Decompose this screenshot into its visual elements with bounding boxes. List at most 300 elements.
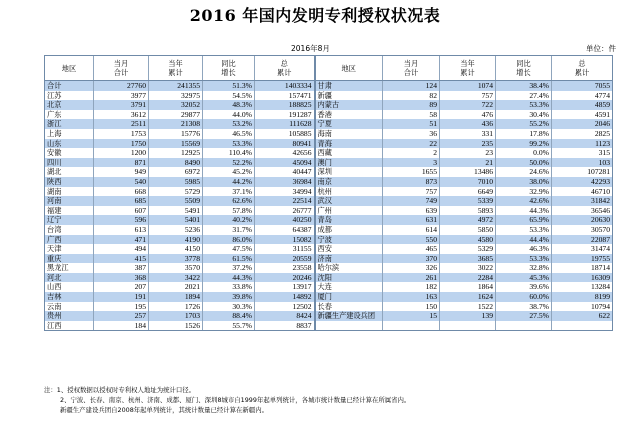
- total-cell: 188825: [255, 100, 315, 110]
- month-cell: 757: [383, 187, 440, 197]
- region-cell: 天津: [45, 244, 94, 254]
- table-row: [45, 206, 613, 216]
- header-region-left: 地区: [45, 56, 94, 81]
- total-cell: 12502: [255, 302, 315, 312]
- region-cell: 宁波: [315, 235, 383, 245]
- region-cell: 合计: [45, 81, 94, 91]
- header-month-left: 当月 合计: [94, 56, 149, 81]
- table-row: [45, 244, 613, 254]
- month-cell: 668: [94, 187, 149, 197]
- total-cell: 31842: [552, 196, 613, 206]
- ytd-cell: 7010: [440, 177, 496, 187]
- month-cell: 607: [94, 206, 149, 216]
- region-cell: 贵州: [45, 311, 94, 321]
- growth-cell: 53.2%: [203, 119, 255, 129]
- region-cell: 青海: [315, 139, 383, 149]
- month-cell: 27760: [94, 81, 149, 91]
- month-cell: 3791: [94, 100, 149, 110]
- region-cell: 江苏: [45, 91, 94, 101]
- region-cell: 海南: [315, 129, 383, 139]
- month-cell: 36: [383, 129, 440, 139]
- growth-cell: 17.8%: [496, 129, 552, 139]
- total-cell: 105885: [255, 129, 315, 139]
- total-cell: 14892: [255, 292, 315, 302]
- region-cell: 杭州: [315, 187, 383, 197]
- region-cell: 黑龙江: [45, 263, 94, 273]
- growth-cell: 110.4%: [203, 148, 255, 158]
- total-cell: 40250: [255, 215, 315, 225]
- growth-cell: 44.3%: [203, 273, 255, 283]
- total-cell: 4774: [552, 91, 613, 101]
- region-cell: 济南: [315, 254, 383, 264]
- growth-cell: 38.4%: [496, 81, 552, 91]
- total-cell: 107281: [552, 167, 613, 177]
- growth-cell: 61.5%: [203, 254, 255, 264]
- ytd-cell: 5329: [440, 244, 496, 254]
- month-cell: 550: [383, 235, 440, 245]
- growth-cell: 47.5%: [203, 244, 255, 254]
- growth-cell: 45.2%: [203, 167, 255, 177]
- month-cell: 207: [94, 282, 149, 292]
- growth-cell: 32.8%: [496, 263, 552, 273]
- region-cell: 厦门: [315, 292, 383, 302]
- header-growth-right: 同比 增长: [496, 56, 552, 81]
- growth-cell: [496, 321, 552, 331]
- growth-cell: 50.0%: [496, 158, 552, 168]
- header-growth-left: 同比 增长: [203, 56, 255, 81]
- growth-cell: 39.6%: [496, 282, 552, 292]
- total-cell: 16309: [552, 273, 613, 283]
- total-cell: 13284: [552, 282, 613, 292]
- total-cell: [552, 321, 613, 331]
- region-cell: 北京: [45, 100, 94, 110]
- month-cell: 58: [383, 110, 440, 120]
- patent-table: [44, 55, 613, 331]
- total-cell: 8424: [255, 311, 315, 321]
- ytd-cell: 5491: [149, 206, 203, 216]
- region-cell: 安徽: [45, 148, 94, 158]
- total-cell: 8837: [255, 321, 315, 331]
- total-cell: 30570: [552, 225, 613, 235]
- ytd-cell: 5893: [440, 206, 496, 216]
- month-cell: 163: [383, 292, 440, 302]
- ytd-cell: 5339: [440, 196, 496, 206]
- growth-cell: 24.6%: [496, 167, 552, 177]
- month-cell: 368: [94, 273, 149, 283]
- growth-cell: 44.0%: [203, 110, 255, 120]
- growth-cell: 30.3%: [203, 302, 255, 312]
- table-row: [45, 100, 613, 110]
- month-cell: 1753: [94, 129, 149, 139]
- month-cell: 949: [94, 167, 149, 177]
- ytd-cell: 15569: [149, 139, 203, 149]
- ytd-cell: 2284: [440, 273, 496, 283]
- month-cell: 685: [94, 196, 149, 206]
- ytd-cell: 3685: [440, 254, 496, 264]
- footnote-3: 新疆生产建设兵团自2008年起单列统计，其统计数量已经计算在新疆内。: [60, 406, 268, 414]
- region-cell: 广西: [45, 235, 94, 245]
- region-cell: 西藏: [315, 148, 383, 158]
- table-row: [45, 167, 613, 177]
- total-cell: 20630: [552, 215, 613, 225]
- total-cell: 31474: [552, 244, 613, 254]
- region-cell: 新疆生产建设兵团: [315, 311, 383, 321]
- growth-cell: 0.0%: [496, 148, 552, 158]
- total-cell: 20246: [255, 273, 315, 283]
- header-ytd-left: 当年 累计: [149, 56, 203, 81]
- month-cell: 639: [383, 206, 440, 216]
- table-row: [45, 282, 613, 292]
- ytd-cell: 21: [440, 158, 496, 168]
- total-cell: 36984: [255, 177, 315, 187]
- month-cell: 257: [94, 311, 149, 321]
- region-cell: 甘肃: [315, 81, 383, 91]
- region-cell: 重庆: [45, 254, 94, 264]
- region-cell: 湖南: [45, 187, 94, 197]
- month-cell: 3977: [94, 91, 149, 101]
- total-cell: 46710: [552, 187, 613, 197]
- ytd-cell: 1522: [440, 302, 496, 312]
- ytd-cell: [440, 321, 496, 331]
- ytd-cell: 12925: [149, 148, 203, 158]
- ytd-cell: 1703: [149, 311, 203, 321]
- ytd-cell: 1726: [149, 302, 203, 312]
- month-cell: 2: [383, 148, 440, 158]
- month-cell: 614: [383, 225, 440, 235]
- region-cell: 哈尔滨: [315, 263, 383, 273]
- month-cell: 465: [383, 244, 440, 254]
- growth-cell: 33.8%: [203, 282, 255, 292]
- month-cell: 261: [383, 273, 440, 283]
- region-cell: 深圳: [315, 167, 383, 177]
- month-cell: 494: [94, 244, 149, 254]
- month-cell: 1655: [383, 167, 440, 177]
- region-cell: 台湾: [45, 225, 94, 235]
- ytd-cell: 139: [440, 311, 496, 321]
- ytd-cell: 722: [440, 100, 496, 110]
- growth-cell: 55.7%: [203, 321, 255, 331]
- header-total-right: 总 累计: [552, 56, 613, 81]
- region-cell: 西安: [315, 244, 383, 254]
- month-cell: 89: [383, 100, 440, 110]
- ytd-cell: 757: [440, 91, 496, 101]
- header-ytd-right: 当年 累计: [440, 56, 496, 81]
- ytd-cell: 15776: [149, 129, 203, 139]
- growth-cell: 42.6%: [496, 196, 552, 206]
- ytd-cell: 476: [440, 110, 496, 120]
- growth-cell: 48.3%: [203, 100, 255, 110]
- region-cell: 江西: [45, 321, 94, 331]
- ytd-cell: 2021: [149, 282, 203, 292]
- ytd-cell: 6972: [149, 167, 203, 177]
- ytd-cell: 3022: [440, 263, 496, 273]
- ytd-cell: 5509: [149, 196, 203, 206]
- header-month-right: 当月 合计: [383, 56, 440, 81]
- ytd-cell: 6649: [440, 187, 496, 197]
- total-cell: 64387: [255, 225, 315, 235]
- month-cell: 749: [383, 196, 440, 206]
- table-row: [45, 254, 613, 264]
- region-cell: 广州: [315, 206, 383, 216]
- table-row: [45, 302, 613, 312]
- ytd-cell: 235: [440, 139, 496, 149]
- total-cell: 42656: [255, 148, 315, 158]
- table-row: [45, 225, 613, 235]
- total-cell: 45094: [255, 158, 315, 168]
- growth-cell: 53.3%: [203, 139, 255, 149]
- table-row: [45, 119, 613, 129]
- ytd-cell: 5985: [149, 177, 203, 187]
- region-cell: 陕西: [45, 177, 94, 187]
- ytd-cell: 32975: [149, 91, 203, 101]
- growth-cell: 37.2%: [203, 263, 255, 273]
- growth-cell: 65.9%: [496, 215, 552, 225]
- region-cell: 沈阳: [315, 273, 383, 283]
- ytd-cell: 29877: [149, 110, 203, 120]
- ytd-cell: 3778: [149, 254, 203, 264]
- ytd-cell: 13486: [440, 167, 496, 177]
- region-cell: 山东: [45, 139, 94, 149]
- total-cell: 157471: [255, 91, 315, 101]
- total-cell: 10794: [552, 302, 613, 312]
- total-cell: 34994: [255, 187, 315, 197]
- table-row: [45, 292, 613, 302]
- growth-cell: 57.8%: [203, 206, 255, 216]
- page-title: 2016 年国内发明专利授权状况表: [189, 6, 441, 25]
- month-cell: 3: [383, 158, 440, 168]
- region-cell: 内蒙古: [315, 100, 383, 110]
- region-cell: 澳门: [315, 158, 383, 168]
- table-row: [45, 215, 613, 225]
- total-cell: 8199: [552, 292, 613, 302]
- growth-cell: 46.3%: [496, 244, 552, 254]
- growth-cell: 54.5%: [203, 91, 255, 101]
- total-cell: 36546: [552, 206, 613, 216]
- month-cell: 124: [383, 81, 440, 91]
- region-cell: 上海: [45, 129, 94, 139]
- growth-cell: 39.8%: [203, 292, 255, 302]
- month-cell: 471: [94, 235, 149, 245]
- month-cell: 22: [383, 139, 440, 149]
- table-row: [45, 148, 613, 158]
- table-row: [45, 273, 613, 283]
- ytd-cell: 4972: [440, 215, 496, 225]
- total-cell: 315: [552, 148, 613, 158]
- ytd-cell: 5850: [440, 225, 496, 235]
- total-cell: 40447: [255, 167, 315, 177]
- month-cell: 540: [94, 177, 149, 187]
- growth-cell: 62.6%: [203, 196, 255, 206]
- total-cell: 23558: [255, 263, 315, 273]
- unit-label: 单位：件: [586, 44, 616, 53]
- table-row: [45, 177, 613, 187]
- total-cell: 26777: [255, 206, 315, 216]
- region-cell: 武汉: [315, 196, 383, 206]
- growth-cell: 37.1%: [203, 187, 255, 197]
- growth-cell: 53.3%: [496, 225, 552, 235]
- table-row: [45, 158, 613, 168]
- region-cell: 香港: [315, 110, 383, 120]
- month-cell: 326: [383, 263, 440, 273]
- month-cell: 195: [94, 302, 149, 312]
- growth-cell: 88.4%: [203, 311, 255, 321]
- total-cell: 19755: [552, 254, 613, 264]
- header-total-left: 总 累计: [255, 56, 315, 81]
- month-cell: 184: [94, 321, 149, 331]
- month-cell: 82: [383, 91, 440, 101]
- growth-cell: 32.9%: [496, 187, 552, 197]
- ytd-cell: 1074: [440, 81, 496, 91]
- ytd-cell: 3422: [149, 273, 203, 283]
- total-cell: 2046: [552, 119, 613, 129]
- growth-cell: 44.4%: [496, 235, 552, 245]
- ytd-cell: 436: [440, 119, 496, 129]
- ytd-cell: 5401: [149, 215, 203, 225]
- ytd-cell: 4150: [149, 244, 203, 254]
- month-cell: 2511: [94, 119, 149, 129]
- total-cell: 111628: [255, 119, 315, 129]
- region-cell: 吉林: [45, 292, 94, 302]
- region-cell: 浙江: [45, 119, 94, 129]
- month-cell: 370: [383, 254, 440, 264]
- ytd-cell: 1894: [149, 292, 203, 302]
- total-cell: 22087: [552, 235, 613, 245]
- month-cell: 871: [94, 158, 149, 168]
- region-cell: 南京: [315, 177, 383, 187]
- total-cell: 103: [552, 158, 613, 168]
- table-subheader: [44, 39, 630, 53]
- total-cell: 31155: [255, 244, 315, 254]
- region-cell: 宁夏: [315, 119, 383, 129]
- month-cell: 873: [383, 177, 440, 187]
- growth-cell: 52.2%: [203, 158, 255, 168]
- month-cell: 182: [383, 282, 440, 292]
- ytd-cell: 5236: [149, 225, 203, 235]
- footnotes: [44, 385, 624, 415]
- region-cell: 大连: [315, 282, 383, 292]
- ytd-cell: 5729: [149, 187, 203, 197]
- table-row: [45, 235, 613, 245]
- total-cell: 4859: [552, 100, 613, 110]
- region-cell: 福建: [45, 206, 94, 216]
- region-cell: 长春: [315, 302, 383, 312]
- month-cell: 613: [94, 225, 149, 235]
- table-row: [45, 263, 613, 273]
- ytd-cell: 8490: [149, 158, 203, 168]
- table-row: [45, 139, 613, 149]
- region-cell: 辽宁: [45, 215, 94, 225]
- ytd-cell: 1526: [149, 321, 203, 331]
- footnote-2: 2、宁波、长春、南京、杭州、济南、成都、厦门、深圳8城市自1999年起单列统计，各城市统计数量已经计算在所属省内。: [60, 396, 411, 404]
- growth-cell: 40.2%: [203, 215, 255, 225]
- table-row: [45, 91, 613, 101]
- total-cell: 7055: [552, 81, 613, 91]
- ytd-cell: 241355: [149, 81, 203, 91]
- growth-cell: 51.3%: [203, 81, 255, 91]
- table-header-row: [45, 56, 613, 81]
- growth-cell: 53.3%: [496, 100, 552, 110]
- region-cell: 云南: [45, 302, 94, 312]
- month-cell: 191: [94, 292, 149, 302]
- total-cell: 42293: [552, 177, 613, 187]
- region-cell: 广东: [45, 110, 94, 120]
- month-cell: 415: [94, 254, 149, 264]
- table-row: [45, 110, 613, 120]
- month-cell: 51: [383, 119, 440, 129]
- growth-cell: 27.5%: [496, 311, 552, 321]
- total-cell: 1123: [552, 139, 613, 149]
- total-cell: 18714: [552, 263, 613, 273]
- total-cell: 191287: [255, 110, 315, 120]
- month-cell: 1750: [94, 139, 149, 149]
- ytd-cell: 21308: [149, 119, 203, 129]
- region-cell: 河北: [45, 273, 94, 283]
- table-row: [45, 311, 613, 321]
- table-row: [45, 196, 613, 206]
- ytd-cell: 1624: [440, 292, 496, 302]
- footnote-1: 注：1、授权数据以授权时专利权人地址为统计口径。: [44, 386, 196, 394]
- total-cell: 1403334: [255, 81, 315, 91]
- total-cell: 80941: [255, 139, 315, 149]
- total-cell: 2825: [552, 129, 613, 139]
- ytd-cell: 1864: [440, 282, 496, 292]
- growth-cell: 86.0%: [203, 235, 255, 245]
- region-cell: 四川: [45, 158, 94, 168]
- growth-cell: 38.7%: [496, 302, 552, 312]
- table-row: [45, 81, 613, 91]
- table-row: [45, 187, 613, 197]
- total-cell: 15082: [255, 235, 315, 245]
- total-cell: 20559: [255, 254, 315, 264]
- region-cell: 成都: [315, 225, 383, 235]
- total-cell: 4591: [552, 110, 613, 120]
- ytd-cell: 3570: [149, 263, 203, 273]
- month-cell: 1200: [94, 148, 149, 158]
- month-cell: 150: [383, 302, 440, 312]
- month-cell: 596: [94, 215, 149, 225]
- total-cell: 22514: [255, 196, 315, 206]
- growth-cell: 55.2%: [496, 119, 552, 129]
- month-cell: 631: [383, 215, 440, 225]
- region-cell: 湖北: [45, 167, 94, 177]
- month-cell: [383, 321, 440, 331]
- growth-cell: 44.2%: [203, 177, 255, 187]
- report-date: 2016年8月: [291, 44, 330, 53]
- month-cell: 15: [383, 311, 440, 321]
- ytd-cell: 23: [440, 148, 496, 158]
- ytd-cell: 32052: [149, 100, 203, 110]
- ytd-cell: 331: [440, 129, 496, 139]
- ytd-cell: 4190: [149, 235, 203, 245]
- region-cell: 山西: [45, 282, 94, 292]
- growth-cell: 27.4%: [496, 91, 552, 101]
- total-cell: 13917: [255, 282, 315, 292]
- growth-cell: 30.4%: [496, 110, 552, 120]
- growth-cell: 31.7%: [203, 225, 255, 235]
- region-cell: 河南: [45, 196, 94, 206]
- ytd-cell: 4580: [440, 235, 496, 245]
- region-cell: 新疆: [315, 91, 383, 101]
- total-cell: 622: [552, 311, 613, 321]
- growth-cell: 53.3%: [496, 254, 552, 264]
- table-row: [45, 321, 613, 331]
- growth-cell: 45.3%: [496, 273, 552, 283]
- growth-cell: 60.0%: [496, 292, 552, 302]
- growth-cell: 38.0%: [496, 177, 552, 187]
- month-cell: 3612: [94, 110, 149, 120]
- region-cell: 青岛: [315, 215, 383, 225]
- region-cell: [315, 321, 383, 331]
